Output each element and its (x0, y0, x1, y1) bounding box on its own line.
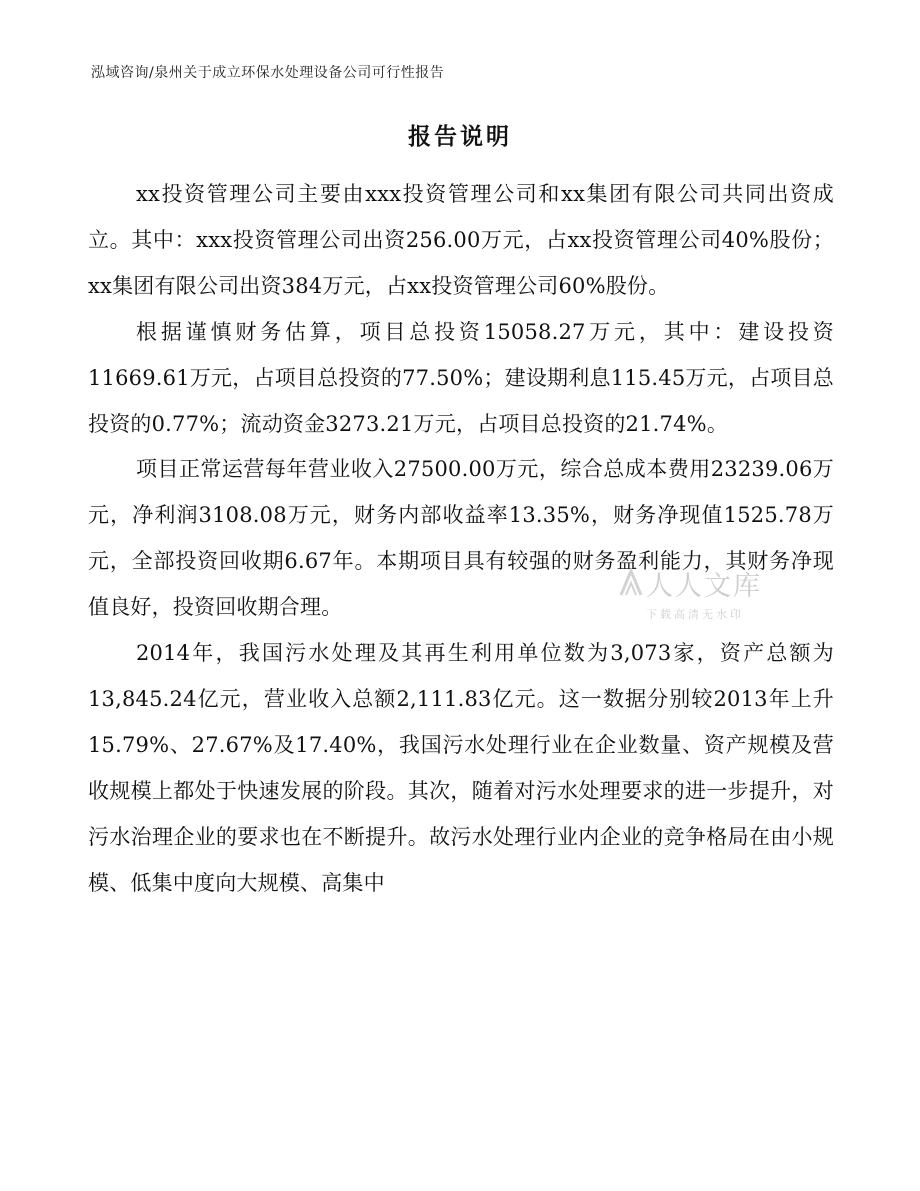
paragraph-shareholders: xx投资管理公司主要由xxx投资管理公司和xx集团有限公司共同出资成立。其中：xxx投资管理公司出资256.00万元，占xx投资管理公司40%股份；xx集团有限公司出资384万元，占xx投资管理公司60%股份。 (88, 182, 834, 298)
watermark-main-text: 人人文库 (646, 571, 762, 602)
paragraph-investment: 根据谨慎财务估算，项目总投资15058.27万元，其中：建设投资11669.61万元，占项目总投资的77.50%；建设期利息115.45万元，占项目总投资的0.77%；流动资金3273.21万元，占项目总投资的21.74%。 (88, 319, 834, 436)
paragraph-financials: 项目正常运营每年营业收入27500.00万元，综合总成本费用23239.06万元，净利润3108.08万元，财务内部收益率13.35%，财务净现值1525.78万元，全部投资回收期6.67年。本期项目具有较强的财务盈利能力，其财务净现值良好，投资回收期合理。 (88, 457, 834, 620)
document-body (88, 172, 834, 907)
running-header: 泓域咨询/泉州关于成立环保水处理设备公司可行性报告 (91, 65, 445, 81)
watermark-sub-text: 下载高清无水印 (646, 608, 744, 621)
paragraph-industry: 2014年，我国污水处理及其再生利用单位数为3,073家，资产总额为13,845.24亿元，营业收入总额2,111.83亿元。这一数据分别较2013年上升15.79%、27.67%及17.40%，我国污水处理行业在企业数量、资产规模及营收规模上都处于快速发展的阶段。其次，随着对污水处理要求的进一步提升，对污水治理企业的要求也在不断提升。故污水处理行业内企业的竞争格局在由小规模、低集中度向大规模、高集中 (88, 641, 834, 895)
page-title: 报告说明 (408, 124, 512, 150)
